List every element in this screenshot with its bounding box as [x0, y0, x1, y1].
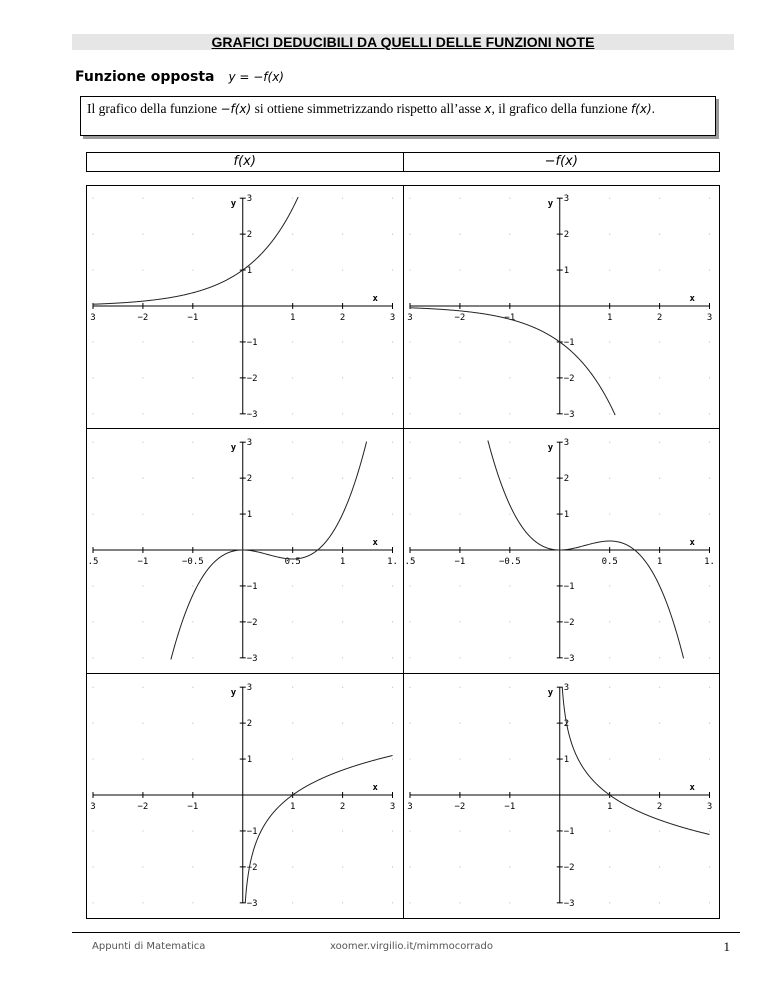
x-tick-label: .5 [87, 556, 99, 567]
plot-minus-exp [404, 186, 720, 428]
y-tick-label: 3 [563, 438, 569, 449]
plot-minus-cubic [404, 429, 720, 673]
y-tick-label: 3 [563, 683, 569, 694]
y-axis-label: y [547, 688, 553, 699]
y-tick-label: 1 [563, 755, 569, 766]
x-tick-label: 3 [406, 312, 413, 323]
description-box [80, 96, 716, 136]
x-axis-label: x [689, 294, 695, 305]
y-tick-label: 2 [563, 230, 569, 241]
y-axis-label: y [547, 443, 553, 454]
y-tick-label: 3 [246, 438, 253, 449]
x-tick-label: 1 [606, 312, 612, 323]
y-tick-label: −1 [246, 337, 258, 348]
y-tick-label: 2 [563, 719, 569, 730]
plot-log [87, 674, 403, 918]
x-tick-label: 3 [389, 801, 396, 812]
y-tick-label: −2 [246, 617, 258, 628]
graph-cell [403, 429, 720, 673]
graph-cell [87, 429, 403, 673]
plot-cubic [87, 429, 403, 673]
x-tick-label: −1 [187, 312, 199, 323]
column-header-row [86, 152, 720, 172]
function-curve [171, 442, 367, 660]
plot-minus-log [404, 674, 720, 918]
y-tick-label: 3 [563, 194, 569, 205]
x-tick-label: 1 [656, 556, 662, 567]
section-label: Funzione opposta [75, 69, 215, 85]
x-tick-label: 3 [90, 801, 96, 812]
y-tick-label: 2 [246, 474, 253, 485]
y-tick-label: 3 [246, 683, 253, 694]
graph-row-cubic [87, 428, 719, 673]
x-tick-label: −1 [137, 556, 149, 567]
x-tick-label: 2 [656, 312, 662, 323]
x-tick-label: 1. [387, 556, 398, 567]
x-tick-label: −1 [454, 556, 465, 567]
x-tick-label: −1 [503, 312, 515, 323]
y-axis-label: y [230, 688, 237, 699]
x-tick-label: 2 [339, 801, 346, 812]
graph-cell [87, 186, 403, 428]
x-tick-label: −1 [187, 801, 199, 812]
y-tick-label: −1 [563, 581, 575, 592]
y-tick-label: 1 [563, 510, 569, 521]
column-header-f: f(x) [233, 154, 256, 169]
x-tick-label: 3 [406, 801, 413, 812]
x-tick-label: 1. [703, 556, 715, 567]
y-axis-label: y [230, 443, 237, 454]
y-tick-label: 2 [246, 230, 253, 241]
graph-cell [403, 186, 720, 428]
y-tick-label: 1 [563, 266, 569, 277]
y-tick-label: 3 [246, 194, 253, 205]
x-tick-label: −2 [137, 801, 149, 812]
y-tick-label: −1 [563, 337, 575, 348]
y-tick-label: 1 [246, 510, 253, 521]
x-axis-label: x [372, 294, 378, 305]
y-tick-label: −3 [246, 409, 258, 420]
y-tick-label: −1 [246, 826, 258, 837]
column-header-minus-f: −f(x) [403, 153, 720, 171]
x-axis-label: x [689, 538, 695, 549]
x-tick-label: .5 [404, 556, 415, 567]
function-curve [487, 440, 683, 658]
function-curve [406, 308, 614, 415]
graph-grid [86, 185, 720, 919]
description-axis: x [484, 102, 492, 116]
y-tick-label: 2 [563, 474, 569, 485]
description-text-4: . [651, 101, 656, 116]
y-tick-label: −2 [246, 373, 258, 384]
x-tick-label: −2 [454, 801, 465, 812]
x-tick-label: −2 [137, 312, 149, 323]
y-tick-label: −3 [246, 653, 258, 664]
x-tick-label: 2 [656, 801, 662, 812]
description-expr-2: f(x) [630, 102, 652, 116]
y-axis-label: y [230, 199, 237, 210]
graph-cell [87, 674, 403, 918]
x-tick-label: −0.5 [182, 556, 204, 567]
y-tick-label: −1 [563, 826, 575, 837]
x-tick-label: 3 [706, 312, 712, 323]
x-tick-label: 0.5 [601, 556, 618, 567]
y-tick-label: −2 [563, 373, 575, 384]
section-formula: y = −f(x) [228, 70, 284, 84]
function-curve [562, 687, 712, 834]
x-axis-label: x [689, 783, 695, 794]
x-tick-label: 3 [389, 312, 396, 323]
y-tick-label: −2 [563, 862, 575, 873]
y-tick-label: −3 [563, 898, 575, 909]
page-number: 1 [723, 939, 730, 954]
x-tick-label: 0.5 [284, 556, 301, 567]
y-axis-label: y [547, 199, 553, 210]
y-tick-label: −3 [246, 898, 258, 909]
x-axis-label: x [372, 538, 378, 549]
y-tick-label: −2 [246, 862, 258, 873]
x-tick-label: 1 [289, 801, 296, 812]
footer-url: xoomer.virgilio.it/mimmocorrado [330, 941, 493, 952]
graph-row-log [87, 673, 719, 918]
description-text-1: Il grafico della funzione [87, 101, 221, 116]
page-footer [72, 932, 740, 957]
y-tick-label: −3 [563, 653, 575, 664]
page-title: GRAFICI DEDUCIBILI DA QUELLI DELLE FUNZIONI NOTE [72, 34, 734, 50]
x-tick-label: 3 [90, 312, 96, 323]
y-tick-label: 1 [246, 266, 253, 277]
y-tick-label: 2 [246, 719, 253, 730]
section-heading [75, 67, 284, 87]
description-expr-1: −f(x) [220, 102, 252, 116]
x-axis-label: x [372, 783, 378, 794]
y-tick-label: −3 [563, 409, 575, 420]
x-tick-label: 3 [706, 801, 712, 812]
x-tick-label: 1 [289, 312, 296, 323]
graph-row-exp [87, 186, 719, 428]
y-tick-label: −1 [246, 581, 258, 592]
y-tick-label: −2 [563, 617, 575, 628]
x-tick-label: 2 [339, 312, 346, 323]
function-curve [93, 197, 298, 304]
y-tick-label: 1 [246, 755, 253, 766]
x-tick-label: −2 [454, 312, 465, 323]
x-tick-label: −1 [503, 801, 515, 812]
x-tick-label: 1 [339, 556, 346, 567]
x-tick-label: 1 [606, 801, 612, 812]
description-text-2: si ottiene simmetrizzando rispetto all’asse [251, 101, 485, 116]
description-text-3: , il grafico della funzione [491, 101, 631, 116]
plot-exp [87, 186, 403, 428]
graph-cell [403, 674, 720, 918]
x-tick-label: −0.5 [498, 556, 521, 567]
footer-left: Appunti di Matematica [92, 941, 206, 952]
function-curve [245, 756, 392, 903]
